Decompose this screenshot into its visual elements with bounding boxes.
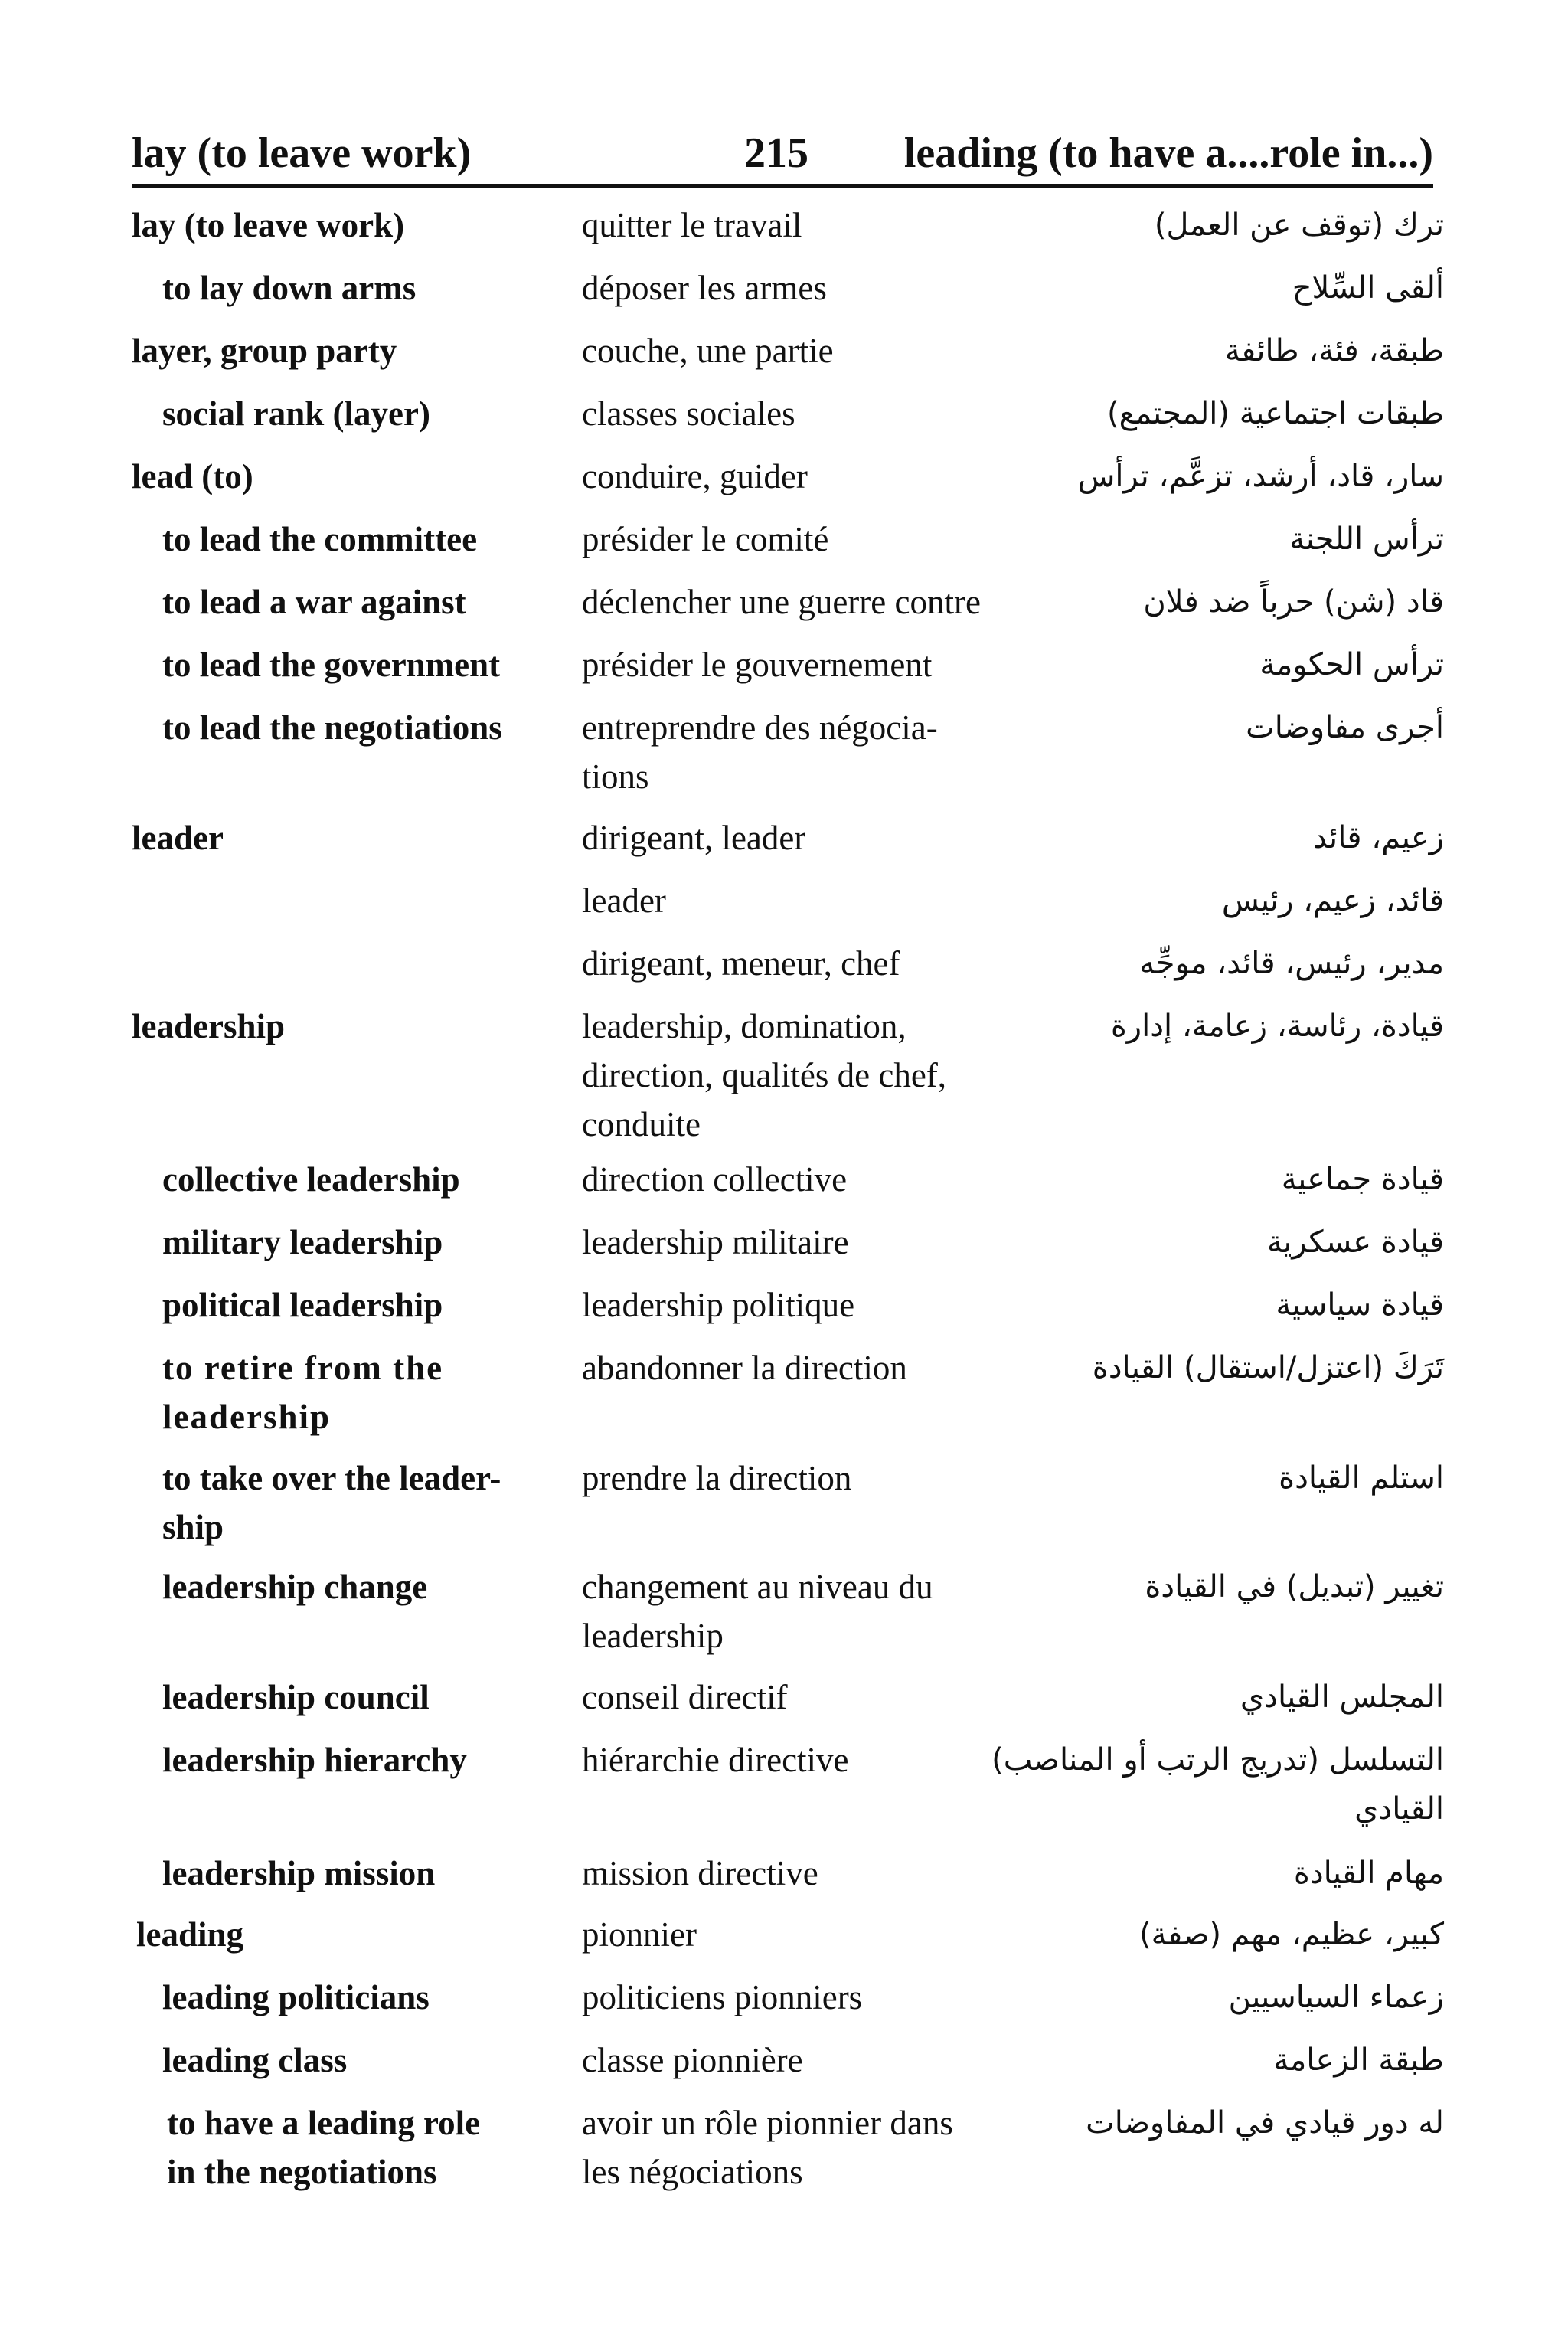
arabic-translation: ترأس اللجنة (1289, 522, 1444, 557)
french-translation: mission directive (582, 1854, 818, 1892)
arabic-translation: مدير، رئيس، قائد، موجِّه (1139, 946, 1444, 981)
arabic-translation: طبقة، فئة، طائفة (1224, 333, 1444, 368)
french-translation: changement au niveau du leadership (582, 1568, 933, 1655)
arabic-translation: طبقة الزعامة (1273, 2042, 1444, 2078)
french-translation: présider le comité (582, 520, 829, 558)
french-translation: couche, une partie (582, 332, 834, 370)
arabic-translation: زعيم، قائد (1313, 820, 1444, 855)
arabic-translation: له دور قيادي في المفاوضات (1086, 2105, 1444, 2141)
english-term: leader (132, 819, 224, 857)
french-translation: quitter le travail (582, 206, 802, 244)
arabic-translation: قاد (شن) حرباً ضد فلان (1143, 584, 1444, 620)
french-translation: direction collective (582, 1160, 848, 1199)
arabic-translation: سار، قاد، أرشد، تزعَّم، ترأس (1077, 459, 1444, 494)
arabic-translation: كبير، عظيم، مهم (صفة) (1139, 1917, 1444, 1952)
english-term: leading (136, 1915, 244, 1954)
english-term: lay (to leave work) (132, 206, 405, 244)
french-translation: classes sociales (582, 394, 795, 433)
french-translation: prendre la direction (582, 1459, 852, 1497)
arabic-translation: التسلسل (تدريج الرتب أو المناصب) القيادي (991, 1742, 1444, 1827)
french-translation: entreprendre des négocia- tions (582, 708, 938, 796)
english-term: military leadership (162, 1223, 443, 1261)
arabic-translation: طبقات اجتماعية (المجتمع) (1107, 396, 1444, 431)
french-translation: dirigeant, leader (582, 819, 806, 857)
english-term: leadership hierarchy (162, 1741, 467, 1779)
arabic-translation: تَرَكَ (اعتزل/استقال) القيادة (1092, 1350, 1444, 1385)
arabic-translation: ألقى السِّلاح (1292, 270, 1444, 306)
arabic-translation: المجلس القيادي (1240, 1679, 1444, 1715)
english-term: leading politicians (162, 1978, 430, 2016)
french-translation: conduire, guider (582, 457, 808, 495)
english-term: political leadership (162, 1286, 443, 1324)
arabic-translation: قيادة عسكرية (1266, 1225, 1444, 1260)
page-header (132, 123, 1433, 188)
arabic-translation: زعماء السياسيين (1228, 1980, 1444, 2015)
french-translation: politiciens pionniers (582, 1978, 863, 2016)
arabic-translation: تغيير (تبديل) في القيادة (1145, 1569, 1444, 1604)
english-term: to lead the government (162, 646, 501, 684)
english-term: to retire from the leadership (162, 1349, 444, 1436)
french-translation: leadership, domination, direction, qualités de chef, conduite (582, 1007, 947, 1143)
french-translation: abandonner la direction (582, 1349, 907, 1387)
french-translation: présider le gouvernement (582, 646, 933, 684)
arabic-translation: ترك (توقف عن العمل) (1154, 208, 1444, 243)
english-term: social rank (layer) (162, 394, 430, 433)
french-translation: leader (582, 881, 666, 920)
french-translation: déposer les armes (582, 269, 827, 307)
english-term: lead (to) (132, 457, 253, 495)
english-term: leadership mission (162, 1854, 436, 1892)
english-term: leadership council (162, 1678, 430, 1716)
english-term: to lay down arms (162, 269, 416, 307)
arabic-translation: قيادة جماعية (1281, 1162, 1444, 1197)
english-term: to lead the negotiations (162, 708, 502, 747)
arabic-translation: استلم القيادة (1279, 1460, 1444, 1496)
french-translation: classe pionnière (582, 2041, 803, 2079)
french-translation: leadership militaire (582, 1223, 849, 1261)
french-translation: leadership politique (582, 1286, 855, 1324)
english-term: layer, group party (132, 332, 397, 370)
french-translation: avoir un rôle pionnier dans les négociations (582, 2104, 953, 2191)
arabic-translation: أجرى مفاوضات (1246, 710, 1444, 745)
english-term: leadership change (162, 1568, 428, 1606)
english-term: to lead the committee (162, 520, 478, 558)
english-term: collective leadership (162, 1160, 460, 1199)
french-translation: dirigeant, meneur, chef (582, 944, 900, 983)
header-last-entry: leading (to have a....role in...) (903, 129, 1433, 177)
arabic-translation: مهام القيادة (1293, 1856, 1444, 1891)
french-translation: déclencher une guerre contre (582, 583, 981, 621)
arabic-translation: قيادة سياسية (1276, 1287, 1444, 1323)
arabic-translation: ترأس الحكومة (1259, 647, 1444, 682)
page-number: 215 (744, 129, 808, 177)
english-term: to take over the leader- ship (162, 1459, 501, 1546)
arabic-translation: قيادة، رئاسة، زعامة، إدارة (1110, 1009, 1444, 1044)
header-first-entry: lay (to leave work) (132, 129, 472, 177)
french-translation: pionnier (582, 1915, 697, 1954)
french-translation: hiérarchie directive (582, 1741, 849, 1779)
english-term: leading class (162, 2041, 348, 2079)
arabic-translation: قائد، زعيم، رئيس (1221, 883, 1444, 918)
english-term: leadership (132, 1007, 286, 1045)
french-translation: conseil directif (582, 1678, 788, 1716)
english-term: to lead a war against (162, 583, 466, 621)
english-term: to have a leading role in the negotiations (167, 2104, 481, 2191)
